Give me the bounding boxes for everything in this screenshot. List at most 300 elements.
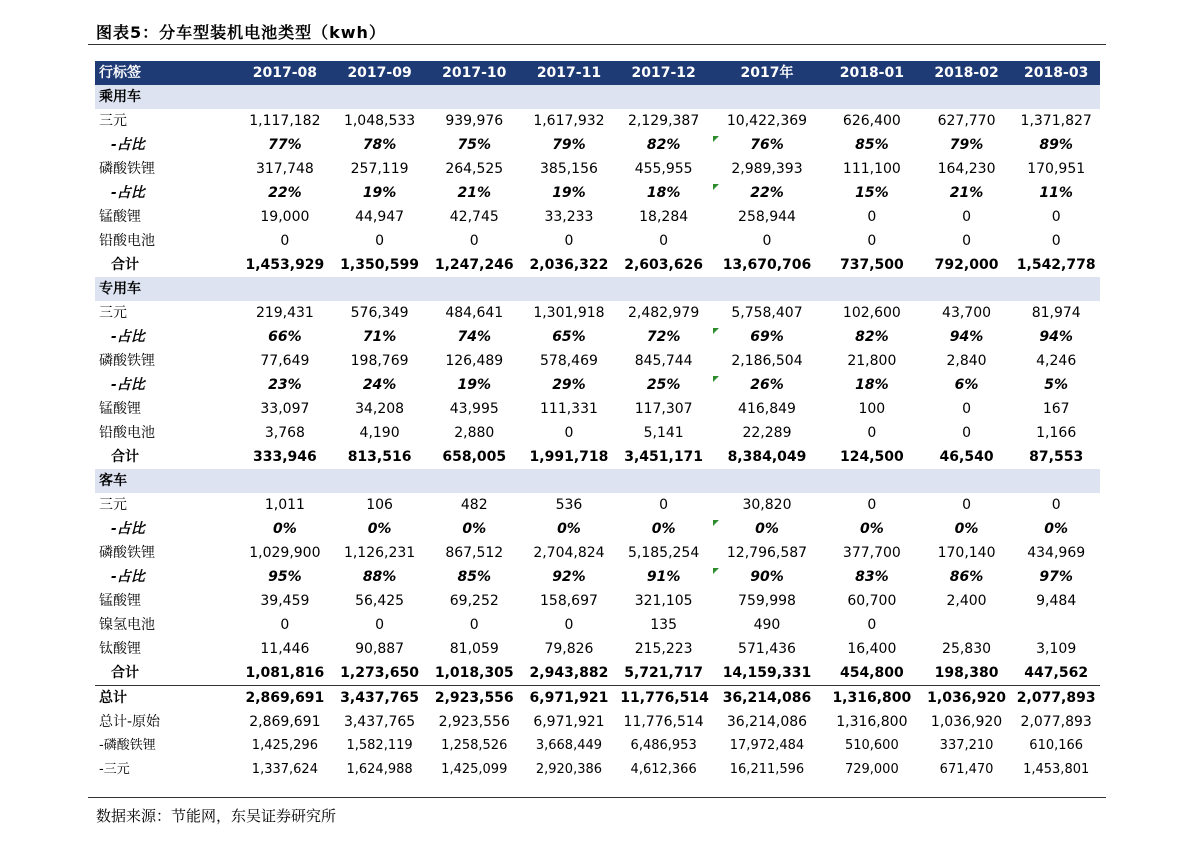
table-cell [1012, 613, 1100, 637]
table-cell: 1,337,624 [251, 762, 318, 777]
table-cell: 867,512 [445, 545, 504, 561]
table-cell: 79% [552, 137, 586, 153]
table-cell: 102,600 [842, 305, 901, 321]
table-cell: 658,005 [442, 449, 507, 465]
table-cell: 510,600 [844, 738, 899, 753]
table-cell: 377,700 [842, 545, 901, 561]
row-label: -占比 [111, 137, 145, 153]
table-cell: 571,436 [738, 641, 796, 657]
table-cell: 3,437,765 [343, 714, 416, 730]
table-cell: 39,459 [260, 593, 310, 609]
row-label: 铅酸电池 [99, 233, 155, 249]
table-cell: 792,000 [934, 257, 999, 273]
table-row [95, 229, 1100, 253]
table-cell: 627,770 [937, 113, 996, 129]
table-cell: 100 [858, 401, 886, 417]
table-cell: 5,141 [643, 425, 684, 441]
table-row [95, 253, 1100, 277]
table-cell: 87,553 [1029, 449, 1084, 465]
table-cell: 18% [855, 377, 889, 393]
table-cell: 111,331 [540, 401, 598, 417]
table-cell: 0 [1051, 233, 1061, 249]
header-col: 2017-09 [332, 61, 427, 85]
table-cell: 1,991,718 [529, 449, 609, 465]
row-label: 合计 [111, 665, 139, 681]
table-cell: 24% [362, 377, 397, 393]
table-cell: 90,887 [355, 641, 405, 657]
table-row [95, 758, 1100, 782]
table-cell: 1,018,305 [434, 665, 514, 681]
table-cell: 135 [650, 617, 677, 633]
table-cell: 30,820 [742, 497, 792, 513]
table-cell: 19% [552, 185, 586, 201]
section-row [95, 469, 1100, 493]
header-col: 2018-01 [823, 61, 921, 85]
table-cell: 25% [646, 377, 681, 393]
table-cell: 264,525 [445, 161, 504, 177]
table-cell: 43,995 [449, 401, 499, 417]
table-cell: 0 [962, 425, 972, 441]
table-cell: 0% [367, 521, 392, 537]
table-cell: 2,943,882 [529, 665, 609, 681]
table-cell: 22% [268, 185, 302, 201]
row-label: 磷酸铁锂 [99, 353, 155, 369]
table-cell: 2,840 [946, 353, 987, 369]
table-row [95, 325, 1100, 349]
table-cell: 66% [268, 329, 302, 345]
table-cell: 1,425,296 [251, 738, 318, 753]
row-label: 磷酸铁锂 [99, 545, 155, 561]
table-cell: 9,484 [1036, 593, 1077, 609]
row-label: 三元 [99, 113, 127, 129]
table-cell: 1,036,920 [921, 686, 1013, 711]
table-row [95, 397, 1100, 421]
table-cell: 6,971,921 [533, 714, 605, 730]
table-cell: 0 [867, 425, 877, 441]
table-cell: 5,721,717 [624, 665, 704, 681]
figure-title: 图表5：分车型装机电池类型（kwh） [96, 23, 386, 42]
row-label: 总计 [95, 686, 238, 711]
row-label: 总计-原始 [99, 714, 161, 730]
table-cell: 3,451,171 [624, 449, 704, 465]
table-cell: 0 [375, 617, 385, 633]
table-cell: 215,223 [634, 641, 693, 657]
table-row [95, 205, 1100, 229]
table-cell: 26% [711, 373, 823, 397]
table-cell: 22% [711, 181, 823, 205]
header-col: 2017-08 [238, 61, 333, 85]
table-cell: 4,612,366 [630, 762, 697, 777]
table-cell: 454,800 [839, 665, 904, 681]
table-cell: 257,119 [350, 161, 409, 177]
table-cell: 117,307 [634, 401, 693, 417]
row-label: 铅酸电池 [99, 425, 155, 441]
table-row [95, 686, 1100, 711]
table-cell: 5,758,407 [731, 305, 803, 321]
row-label: -占比 [111, 185, 145, 201]
table-cell: 75% [457, 137, 492, 153]
table-cell: 158,697 [540, 593, 598, 609]
table-cell: 69% [711, 325, 823, 349]
table-cell: 25,830 [942, 641, 992, 657]
table-cell: 2,923,556 [427, 686, 522, 711]
table-cell: 164,230 [937, 161, 996, 177]
row-label: 磷酸铁锂 [99, 161, 155, 177]
table-cell: 2,704,824 [533, 545, 605, 561]
table-cell: 490 [753, 617, 781, 633]
row-label: -占比 [111, 569, 145, 585]
table-cell: 79,826 [544, 641, 594, 657]
table-cell: 455,955 [634, 161, 693, 177]
section-label: 专用车 [95, 277, 1100, 301]
table-cell: 8,384,049 [727, 449, 807, 465]
table-cell: 1,425,099 [441, 762, 508, 777]
table-cell: 737,500 [839, 257, 904, 273]
top-rule [88, 44, 1106, 45]
table-cell: 1,453,801 [1023, 762, 1090, 777]
table-cell: 124,500 [839, 449, 904, 465]
table-cell: 81,059 [449, 641, 499, 657]
table-cell: 198,380 [934, 665, 999, 681]
table-cell: 626,400 [842, 113, 901, 129]
table-cell: 69,252 [449, 593, 499, 609]
table-cell: 385,156 [540, 161, 598, 177]
row-label: -磷酸铁锂 [99, 738, 156, 753]
table-cell: 36,214,086 [711, 686, 823, 711]
bottom-rule [88, 797, 1106, 798]
table-cell: 1,542,778 [1016, 257, 1096, 273]
table-cell: 19% [457, 377, 492, 393]
table-cell: 484,641 [445, 305, 504, 321]
table-cell: 0 [564, 233, 574, 249]
table-cell: 0 [659, 233, 669, 249]
table-row [95, 301, 1100, 325]
table-cell: 18% [646, 185, 681, 201]
table-row [95, 710, 1100, 734]
header-col: 2017-11 [522, 61, 617, 85]
table-cell: 0% [954, 521, 979, 537]
row-label: 镍氢电池 [99, 617, 155, 633]
table-cell: 21% [457, 185, 492, 201]
table-row [95, 133, 1100, 157]
table-cell: 97% [1039, 569, 1073, 585]
table-cell: 1,350,599 [340, 257, 419, 273]
header-col: 2018-03 [1012, 61, 1100, 85]
section-row [95, 85, 1100, 109]
table-cell: 6,486,953 [630, 738, 697, 753]
table-cell: 610,166 [1029, 738, 1084, 753]
table-cell: 36,214,086 [726, 714, 808, 730]
table-cell: 2,603,626 [624, 257, 704, 273]
table-cell: 0% [273, 521, 297, 537]
table-cell: 321,105 [634, 593, 693, 609]
table-row [95, 181, 1100, 205]
row-label: 锰酸锂 [99, 401, 141, 417]
table-cell: 94% [1039, 329, 1073, 345]
row-label: 合计 [111, 449, 139, 465]
row-label: -占比 [111, 329, 145, 345]
table-cell: 72% [646, 329, 681, 345]
table-cell: 34,208 [355, 401, 405, 417]
table-cell: 1,371,827 [1020, 113, 1092, 129]
table-cell: 0 [962, 209, 972, 225]
table-body [95, 85, 1100, 782]
table-cell: 89% [1039, 137, 1073, 153]
table-cell: 0% [557, 521, 581, 537]
table-cell: 0 [469, 233, 479, 249]
table-row [95, 661, 1100, 686]
table-cell: 71% [362, 329, 397, 345]
table-cell: 2,036,322 [529, 257, 609, 273]
table-cell: 44,947 [355, 209, 405, 225]
table-cell: 29% [552, 377, 586, 393]
table-cell: 0 [280, 233, 290, 249]
table-cell: 258,944 [738, 209, 796, 225]
table-cell: 33,097 [260, 401, 310, 417]
table-cell: 85% [855, 137, 889, 153]
table-cell: 19% [362, 185, 397, 201]
table-row [95, 734, 1100, 758]
table-cell: 77,649 [260, 353, 310, 369]
header-col: 2017-10 [427, 61, 522, 85]
battery-type-table [95, 61, 1100, 782]
table-cell: 106 [366, 497, 393, 513]
table-cell: 2,482,979 [628, 305, 700, 321]
table-cell: 76% [711, 133, 823, 157]
table-row [95, 445, 1100, 469]
table-cell: 170,951 [1027, 161, 1086, 177]
table-cell: 3,437,765 [332, 686, 427, 711]
table-cell: 337,210 [939, 738, 994, 753]
table-cell: 2,920,386 [535, 762, 603, 777]
table-cell: 18,284 [639, 209, 689, 225]
table-cell: 17,972,484 [729, 738, 805, 753]
table-cell: 43,700 [942, 305, 992, 321]
table-cell: 198,769 [350, 353, 409, 369]
table-cell: 0 [564, 425, 574, 441]
table-row [95, 109, 1100, 133]
table-cell: 11,776,514 [616, 686, 711, 711]
table-cell: 15% [855, 185, 889, 201]
table-cell: 0 [962, 497, 972, 513]
table-row [95, 349, 1100, 373]
table-cell: 0 [867, 233, 877, 249]
row-label: -占比 [111, 377, 145, 393]
table-cell: 0% [1044, 521, 1069, 537]
table-cell: 4,246 [1036, 353, 1077, 369]
table-cell: 2,880 [454, 425, 495, 441]
table-cell: 79% [949, 137, 984, 153]
table-cell: 82% [855, 329, 889, 345]
table-cell: 21,800 [847, 353, 897, 369]
table-cell: 729,000 [844, 762, 899, 777]
table-cell: 0 [375, 233, 385, 249]
header-row [95, 61, 1100, 85]
table-cell: 86% [949, 569, 984, 585]
table-cell: 2,989,393 [731, 161, 803, 177]
table-cell: 0 [962, 401, 972, 417]
table-cell: 2,077,893 [1020, 714, 1092, 730]
row-label: 三元 [99, 305, 127, 321]
table-cell: 16,400 [847, 641, 897, 657]
source-note: 数据来源：节能网，东吴证券研究所 [96, 807, 337, 825]
table-cell: 81,974 [1031, 305, 1081, 321]
table-cell: 0 [469, 617, 479, 633]
row-label: 合计 [111, 257, 139, 273]
table-cell: 56,425 [355, 593, 405, 609]
table-cell: 82% [646, 137, 681, 153]
table-cell: 1,126,231 [343, 545, 416, 561]
table-cell: 0% [462, 521, 487, 537]
table-cell: 170,140 [937, 545, 996, 561]
table-cell: 0 [1051, 209, 1061, 225]
table-cell: 46,540 [939, 449, 994, 465]
table-cell: 759,998 [738, 593, 796, 609]
table-cell: 939,976 [445, 113, 504, 129]
table-row [95, 421, 1100, 445]
table-cell: 0 [867, 209, 877, 225]
row-label: 钛酸锂 [99, 641, 141, 657]
table-cell: 11,446 [260, 641, 310, 657]
table-cell: 2,129,387 [628, 113, 700, 129]
table-cell: 0 [1051, 497, 1061, 513]
table-row [95, 373, 1100, 397]
table-cell: 11,776,514 [623, 714, 704, 730]
table-cell: 1,617,932 [533, 113, 605, 129]
table-cell: 6% [954, 377, 979, 393]
table-cell: 21% [949, 185, 984, 201]
table-cell: 1,316,800 [836, 714, 908, 730]
table-cell: 671,470 [939, 762, 994, 777]
table-cell: 0 [867, 497, 877, 513]
table-row [95, 517, 1100, 541]
table-cell: 94% [949, 329, 984, 345]
table-cell: 77% [268, 137, 302, 153]
table-cell: 14,159,331 [722, 665, 812, 681]
table-cell: 0% [651, 521, 676, 537]
table-cell: 482 [460, 497, 488, 513]
table-cell: 74% [457, 329, 492, 345]
table-cell: 1,081,816 [245, 665, 325, 681]
table-cell: 5% [1044, 377, 1069, 393]
table-cell: 12,796,587 [726, 545, 808, 561]
table-cell: 2,186,504 [731, 353, 803, 369]
table-cell: 317,748 [255, 161, 314, 177]
table-cell: 0 [280, 617, 290, 633]
table-cell: 1,011 [264, 497, 305, 513]
table-cell: 3,768 [264, 425, 305, 441]
table-cell: 16,211,596 [729, 762, 805, 777]
table-cell: 1,316,800 [823, 686, 921, 711]
table-cell: 6,971,921 [522, 686, 617, 711]
table-cell: 19,000 [260, 209, 310, 225]
section-label: 乘用车 [95, 85, 1100, 109]
table-cell: 1,166 [1036, 425, 1077, 441]
table-cell: 23% [268, 377, 302, 393]
table-row [95, 589, 1100, 613]
header-row-label: 行标签 [95, 61, 238, 85]
table-cell: 95% [268, 569, 302, 585]
table-cell: 0 [659, 497, 669, 513]
section-label: 客车 [95, 469, 1100, 493]
table-cell: 0 [564, 617, 574, 633]
table-cell [921, 613, 1013, 637]
table-cell: 2,869,691 [238, 686, 333, 711]
row-label: -三元 [99, 762, 130, 777]
header-col: 2017年 [711, 61, 823, 85]
table-cell: 1,624,988 [346, 762, 413, 777]
table-row [95, 613, 1100, 637]
table-cell: 0 [867, 617, 877, 633]
table-cell: 22,289 [742, 425, 792, 441]
table-cell: 78% [362, 137, 397, 153]
table-cell: 88% [362, 569, 397, 585]
table-cell: 1,301,918 [533, 305, 605, 321]
table-cell: 65% [552, 329, 586, 345]
table-cell: 1,048,533 [343, 113, 416, 129]
table-cell: 33,233 [544, 209, 594, 225]
table-cell: 42,745 [449, 209, 499, 225]
table-cell: 813,516 [347, 449, 412, 465]
table-cell: 13,670,706 [722, 257, 812, 273]
table-cell: 1,247,246 [434, 257, 514, 273]
table-row [95, 493, 1100, 517]
table-row [95, 637, 1100, 661]
table-cell: 92% [552, 569, 586, 585]
row-label: 锰酸锂 [99, 209, 141, 225]
table-cell: 0% [859, 521, 884, 537]
table-cell: 1,582,119 [346, 738, 413, 753]
table-row [95, 157, 1100, 181]
section-row [95, 277, 1100, 301]
table-cell: 434,969 [1027, 545, 1086, 561]
row-label: 三元 [99, 497, 127, 513]
table-cell: 4,190 [359, 425, 400, 441]
table-cell: 0 [962, 233, 972, 249]
table-cell: 0% [711, 517, 823, 541]
header-col: 2018-02 [921, 61, 1013, 85]
table-cell: 83% [855, 569, 889, 585]
table-cell: 536 [555, 497, 583, 513]
table-cell: 219,431 [255, 305, 314, 321]
row-label: 锰酸锂 [99, 593, 141, 609]
header-col: 2017-12 [616, 61, 711, 85]
table-cell: 126,489 [445, 353, 504, 369]
table-row [95, 541, 1100, 565]
table-cell: 1,258,526 [441, 738, 508, 753]
table-cell: 578,469 [540, 353, 598, 369]
table-cell: 60,700 [847, 593, 897, 609]
table-cell: 1,029,900 [249, 545, 321, 561]
table-cell: 2,077,893 [1012, 686, 1100, 711]
table-cell: 1,453,929 [245, 257, 325, 273]
table-cell: 85% [457, 569, 492, 585]
table-cell: 167 [1042, 401, 1070, 417]
table-cell: 0 [762, 233, 772, 249]
table-cell: 111,100 [842, 161, 901, 177]
table-cell: 10,422,369 [726, 113, 808, 129]
table-cell: 1,117,182 [249, 113, 321, 129]
table-cell: 5,185,254 [628, 545, 700, 561]
table-cell: 333,946 [253, 449, 317, 465]
table-cell: 447,562 [1024, 665, 1089, 681]
table-cell: 91% [646, 569, 681, 585]
table-cell: 1,273,650 [340, 665, 419, 681]
table-cell: 2,923,556 [438, 714, 510, 730]
table-row [95, 565, 1100, 589]
table-cell: 416,849 [738, 401, 796, 417]
table-cell: 845,744 [634, 353, 693, 369]
